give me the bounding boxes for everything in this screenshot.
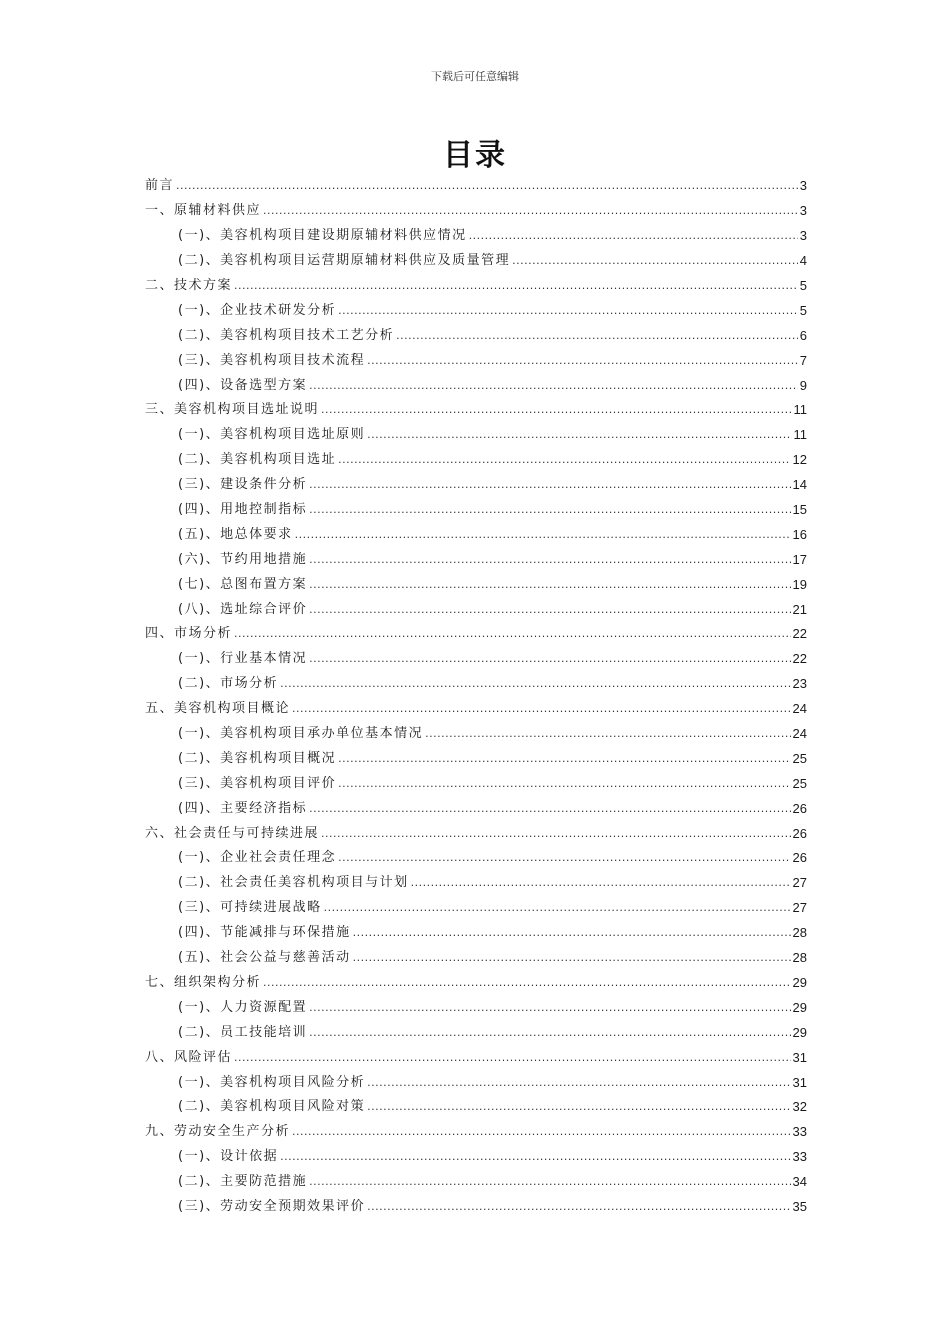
toc-dot-leader bbox=[309, 651, 790, 667]
toc-entry[interactable] bbox=[145, 373, 807, 398]
toc-entry[interactable] bbox=[145, 348, 807, 373]
toc-dot-leader bbox=[367, 427, 791, 443]
toc-entry[interactable] bbox=[145, 423, 807, 448]
toc-entry-title: 二、技术方案 bbox=[145, 278, 233, 293]
toc-page-number: 21 bbox=[792, 601, 807, 617]
toc-dot-leader bbox=[338, 303, 798, 319]
toc-entry-title: (二)、美容机构项目选址 bbox=[178, 452, 337, 468]
toc-entry[interactable] bbox=[145, 672, 807, 697]
toc-entry[interactable] bbox=[145, 1170, 807, 1195]
page-title: 目录 bbox=[443, 138, 507, 173]
toc-dot-leader bbox=[295, 527, 791, 543]
toc-dot-leader bbox=[309, 502, 790, 518]
toc-entry-title: (二)、员工技能培训 bbox=[178, 1024, 308, 1040]
toc-entry-title: (四)、主要经济指标 bbox=[178, 800, 308, 816]
toc-entry[interactable] bbox=[145, 995, 807, 1020]
toc-dot-leader bbox=[367, 353, 798, 369]
toc-dot-leader bbox=[353, 950, 791, 966]
toc-page-number: 3 bbox=[799, 203, 807, 219]
toc-entry-title: (五)、地总体要求 bbox=[178, 526, 293, 542]
toc-page-number: 15 bbox=[792, 502, 807, 518]
toc-entry-title: (三)、劳动安全预期效果评价 bbox=[178, 1198, 366, 1214]
toc-entry[interactable] bbox=[145, 971, 807, 996]
toc-dot-leader bbox=[411, 875, 791, 891]
toc-entry-title: (一)、设计依据 bbox=[178, 1149, 279, 1165]
toc-dot-leader bbox=[292, 701, 791, 717]
toc-entry[interactable] bbox=[145, 1120, 807, 1145]
toc-dot-leader bbox=[280, 676, 790, 692]
toc-page-number: 27 bbox=[792, 875, 807, 891]
toc-page-number: 28 bbox=[792, 925, 807, 941]
toc-page-number: 32 bbox=[792, 1099, 807, 1115]
toc-dot-leader bbox=[309, 801, 790, 817]
toc-entry-title: 八、风险评估 bbox=[145, 1049, 233, 1065]
toc-entry-title: (一)、美容机构项目风险分析 bbox=[178, 1074, 366, 1090]
toc-entry-title: (一)、企业技术研发分析 bbox=[178, 302, 337, 318]
toc-page-number: 26 bbox=[792, 825, 807, 841]
toc-page-number: 29 bbox=[792, 1024, 807, 1040]
toc-entry-title: (一)、美容机构项目承办单位基本情况 bbox=[178, 726, 424, 742]
toc-dot-leader bbox=[309, 1025, 790, 1041]
toc-dot-leader bbox=[367, 1075, 790, 1091]
toc-entry[interactable] bbox=[145, 1070, 807, 1095]
toc-page-number: 31 bbox=[792, 1049, 807, 1065]
toc-dot-leader bbox=[263, 975, 791, 991]
toc-entry[interactable] bbox=[145, 722, 807, 747]
toc-entry-title: (六)、节约用地措施 bbox=[178, 551, 308, 567]
toc-entry[interactable] bbox=[145, 896, 807, 921]
toc-page-number: 22 bbox=[792, 651, 807, 667]
toc-page-number: 11 bbox=[793, 402, 807, 418]
toc-page-number: 33 bbox=[792, 1149, 807, 1165]
toc-dot-leader bbox=[309, 577, 790, 593]
toc-entry[interactable] bbox=[145, 572, 807, 597]
toc-dot-leader bbox=[280, 1149, 790, 1165]
toc-page-number: 6 bbox=[799, 327, 807, 343]
toc-page-number: 5 bbox=[799, 302, 807, 318]
toc-dot-leader bbox=[367, 1099, 790, 1115]
toc-dot-leader bbox=[234, 278, 798, 294]
toc-dot-leader bbox=[321, 402, 791, 418]
toc-entry-title: 三、美容机构项目选址说明 bbox=[145, 402, 320, 418]
toc-page-number: 23 bbox=[792, 676, 807, 692]
toc-entry[interactable] bbox=[145, 224, 807, 249]
toc-entry[interactable] bbox=[145, 871, 807, 896]
toc-entry[interactable] bbox=[145, 846, 807, 871]
toc-dot-leader bbox=[338, 452, 790, 468]
toc-entry[interactable] bbox=[145, 771, 807, 796]
toc-entry-title: (三)、可持续进展战略 bbox=[178, 900, 322, 916]
toc-entry-title: (四)、用地控制指标 bbox=[178, 502, 308, 518]
toc-page-number: 4 bbox=[799, 253, 807, 269]
toc-dot-leader bbox=[338, 850, 790, 866]
toc-dot-leader bbox=[396, 328, 798, 344]
toc-entry-title: (二)、主要防范措施 bbox=[178, 1174, 308, 1190]
toc-page-number: 24 bbox=[792, 701, 807, 717]
toc-entry-title: (三)、建设条件分析 bbox=[178, 477, 308, 493]
toc-entry-title: (七)、总图布置方案 bbox=[178, 576, 308, 592]
toc-entry[interactable] bbox=[145, 298, 807, 323]
toc-page-number: 28 bbox=[792, 950, 807, 966]
toc-page-number: 12 bbox=[792, 452, 807, 468]
toc-entry[interactable] bbox=[145, 796, 807, 821]
toc-dot-leader bbox=[309, 552, 790, 568]
toc-entry[interactable] bbox=[145, 746, 807, 771]
toc-page-number: 29 bbox=[792, 999, 807, 1015]
toc-page-number: 22 bbox=[792, 626, 807, 642]
toc-entry[interactable] bbox=[145, 697, 807, 722]
toc-page-number: 3 bbox=[799, 178, 807, 194]
toc-page-number: 19 bbox=[792, 576, 807, 592]
toc-entry-title: 九、劳动安全生产分析 bbox=[145, 1124, 291, 1140]
table-of-contents bbox=[145, 174, 807, 1219]
toc-entry[interactable] bbox=[145, 1045, 807, 1070]
toc-page-number: 29 bbox=[792, 974, 807, 990]
toc-page-number: 25 bbox=[792, 750, 807, 766]
toc-page-number: 34 bbox=[792, 1174, 807, 1190]
toc-page-number: 7 bbox=[799, 352, 807, 368]
toc-dot-leader bbox=[425, 726, 790, 742]
toc-entry-title: 六、社会责任与可持续进展 bbox=[145, 825, 320, 841]
toc-dot-leader bbox=[338, 751, 790, 767]
toc-entry[interactable] bbox=[145, 622, 807, 647]
toc-dot-leader bbox=[309, 1000, 790, 1016]
toc-entry[interactable] bbox=[145, 274, 807, 299]
toc-entry[interactable] bbox=[145, 398, 807, 423]
toc-page-number: 24 bbox=[792, 726, 807, 742]
toc-dot-leader bbox=[234, 626, 791, 642]
toc-dot-leader bbox=[234, 1050, 791, 1066]
toc-entry[interactable] bbox=[145, 323, 807, 348]
toc-entry-title: (一)、人力资源配置 bbox=[178, 999, 308, 1015]
toc-entry-title: 一、原辅材料供应 bbox=[145, 203, 262, 219]
toc-entry-title: (二)、美容机构项目概况 bbox=[178, 750, 337, 766]
toc-dot-leader bbox=[292, 1124, 791, 1140]
toc-entry[interactable] bbox=[145, 597, 807, 622]
toc-entry-title: (一)、美容机构项目建设期原辅材料供应情况 bbox=[178, 228, 467, 244]
toc-entry-title: 四、市场分析 bbox=[145, 626, 233, 642]
toc-entry-title: (二)、市场分析 bbox=[178, 676, 279, 692]
toc-dot-leader bbox=[309, 602, 790, 618]
toc-dot-leader bbox=[338, 776, 790, 792]
toc-entry-title: (二)、社会责任美容机构项目与计划 bbox=[178, 875, 409, 891]
toc-entry[interactable] bbox=[145, 1195, 807, 1220]
toc-entry[interactable] bbox=[145, 946, 807, 971]
toc-entry[interactable] bbox=[145, 1145, 807, 1170]
toc-entry[interactable] bbox=[145, 1020, 807, 1045]
toc-dot-leader bbox=[309, 1174, 790, 1190]
toc-entry-title: 前言 bbox=[145, 178, 175, 194]
toc-page-number: 31 bbox=[792, 1074, 807, 1090]
toc-entry-title: (一)、企业社会责任理念 bbox=[178, 850, 337, 866]
toc-entry-title: (四)、节能减排与环保措施 bbox=[178, 925, 351, 941]
toc-entry[interactable] bbox=[145, 448, 807, 473]
toc-dot-leader bbox=[176, 178, 798, 194]
toc-entry[interactable] bbox=[145, 547, 807, 572]
toc-entry-title: (八)、选址综合评价 bbox=[178, 601, 308, 617]
toc-page-number: 14 bbox=[792, 477, 807, 493]
toc-dot-leader bbox=[367, 1199, 790, 1215]
toc-entry-title: (二)、美容机构项目风险对策 bbox=[178, 1099, 366, 1115]
toc-page-number: 35 bbox=[792, 1198, 807, 1214]
toc-dot-leader bbox=[512, 253, 798, 269]
toc-entry[interactable] bbox=[145, 647, 807, 672]
toc-page-number: 3 bbox=[799, 228, 807, 244]
toc-page-number: 25 bbox=[792, 775, 807, 791]
header-note: 下载后可任意编辑 bbox=[431, 70, 519, 83]
toc-page-number: 16 bbox=[792, 526, 807, 542]
toc-entry-title: (一)、行业基本情况 bbox=[178, 651, 308, 667]
toc-entry-title: (三)、美容机构项目技术流程 bbox=[178, 352, 366, 368]
toc-entry[interactable] bbox=[145, 174, 807, 199]
toc-entry-title: (二)、美容机构项目技术工艺分析 bbox=[178, 327, 395, 343]
toc-dot-leader bbox=[469, 228, 798, 244]
toc-entry[interactable] bbox=[145, 199, 807, 224]
toc-entry-title: (三)、美容机构项目评价 bbox=[178, 775, 337, 791]
toc-dot-leader bbox=[309, 477, 790, 493]
toc-dot-leader bbox=[324, 900, 791, 916]
toc-page-number: 33 bbox=[792, 1124, 807, 1140]
toc-entry-title: 七、组织架构分析 bbox=[145, 974, 262, 990]
toc-entry[interactable] bbox=[145, 921, 807, 946]
toc-dot-leader bbox=[353, 925, 791, 941]
toc-entry-title: (二)、美容机构项目运营期原辅材料供应及质量管理 bbox=[178, 253, 511, 269]
toc-entry[interactable] bbox=[145, 522, 807, 547]
toc-entry[interactable] bbox=[145, 249, 807, 274]
toc-page-number: 5 bbox=[799, 278, 807, 293]
toc-page-number: 26 bbox=[792, 800, 807, 816]
toc-entry-title: (一)、美容机构项目选址原则 bbox=[178, 427, 366, 443]
toc-page-number: 17 bbox=[792, 551, 807, 567]
toc-entry[interactable] bbox=[145, 498, 807, 523]
toc-page-number: 27 bbox=[792, 900, 807, 916]
toc-dot-leader bbox=[321, 826, 791, 842]
toc-entry-title: (四)、设备选型方案 bbox=[178, 377, 308, 393]
toc-entry[interactable] bbox=[145, 473, 807, 498]
toc-entry-title: 五、美容机构项目概论 bbox=[145, 701, 291, 717]
toc-page-number: 9 bbox=[799, 377, 807, 393]
toc-entry[interactable] bbox=[145, 1095, 807, 1120]
toc-page-number: 26 bbox=[792, 850, 807, 866]
toc-entry[interactable] bbox=[145, 821, 807, 846]
toc-dot-leader bbox=[309, 378, 798, 394]
toc-dot-leader bbox=[263, 203, 798, 219]
toc-page-number: 11 bbox=[793, 427, 807, 443]
toc-entry-title: (五)、社会公益与慈善活动 bbox=[178, 950, 351, 966]
